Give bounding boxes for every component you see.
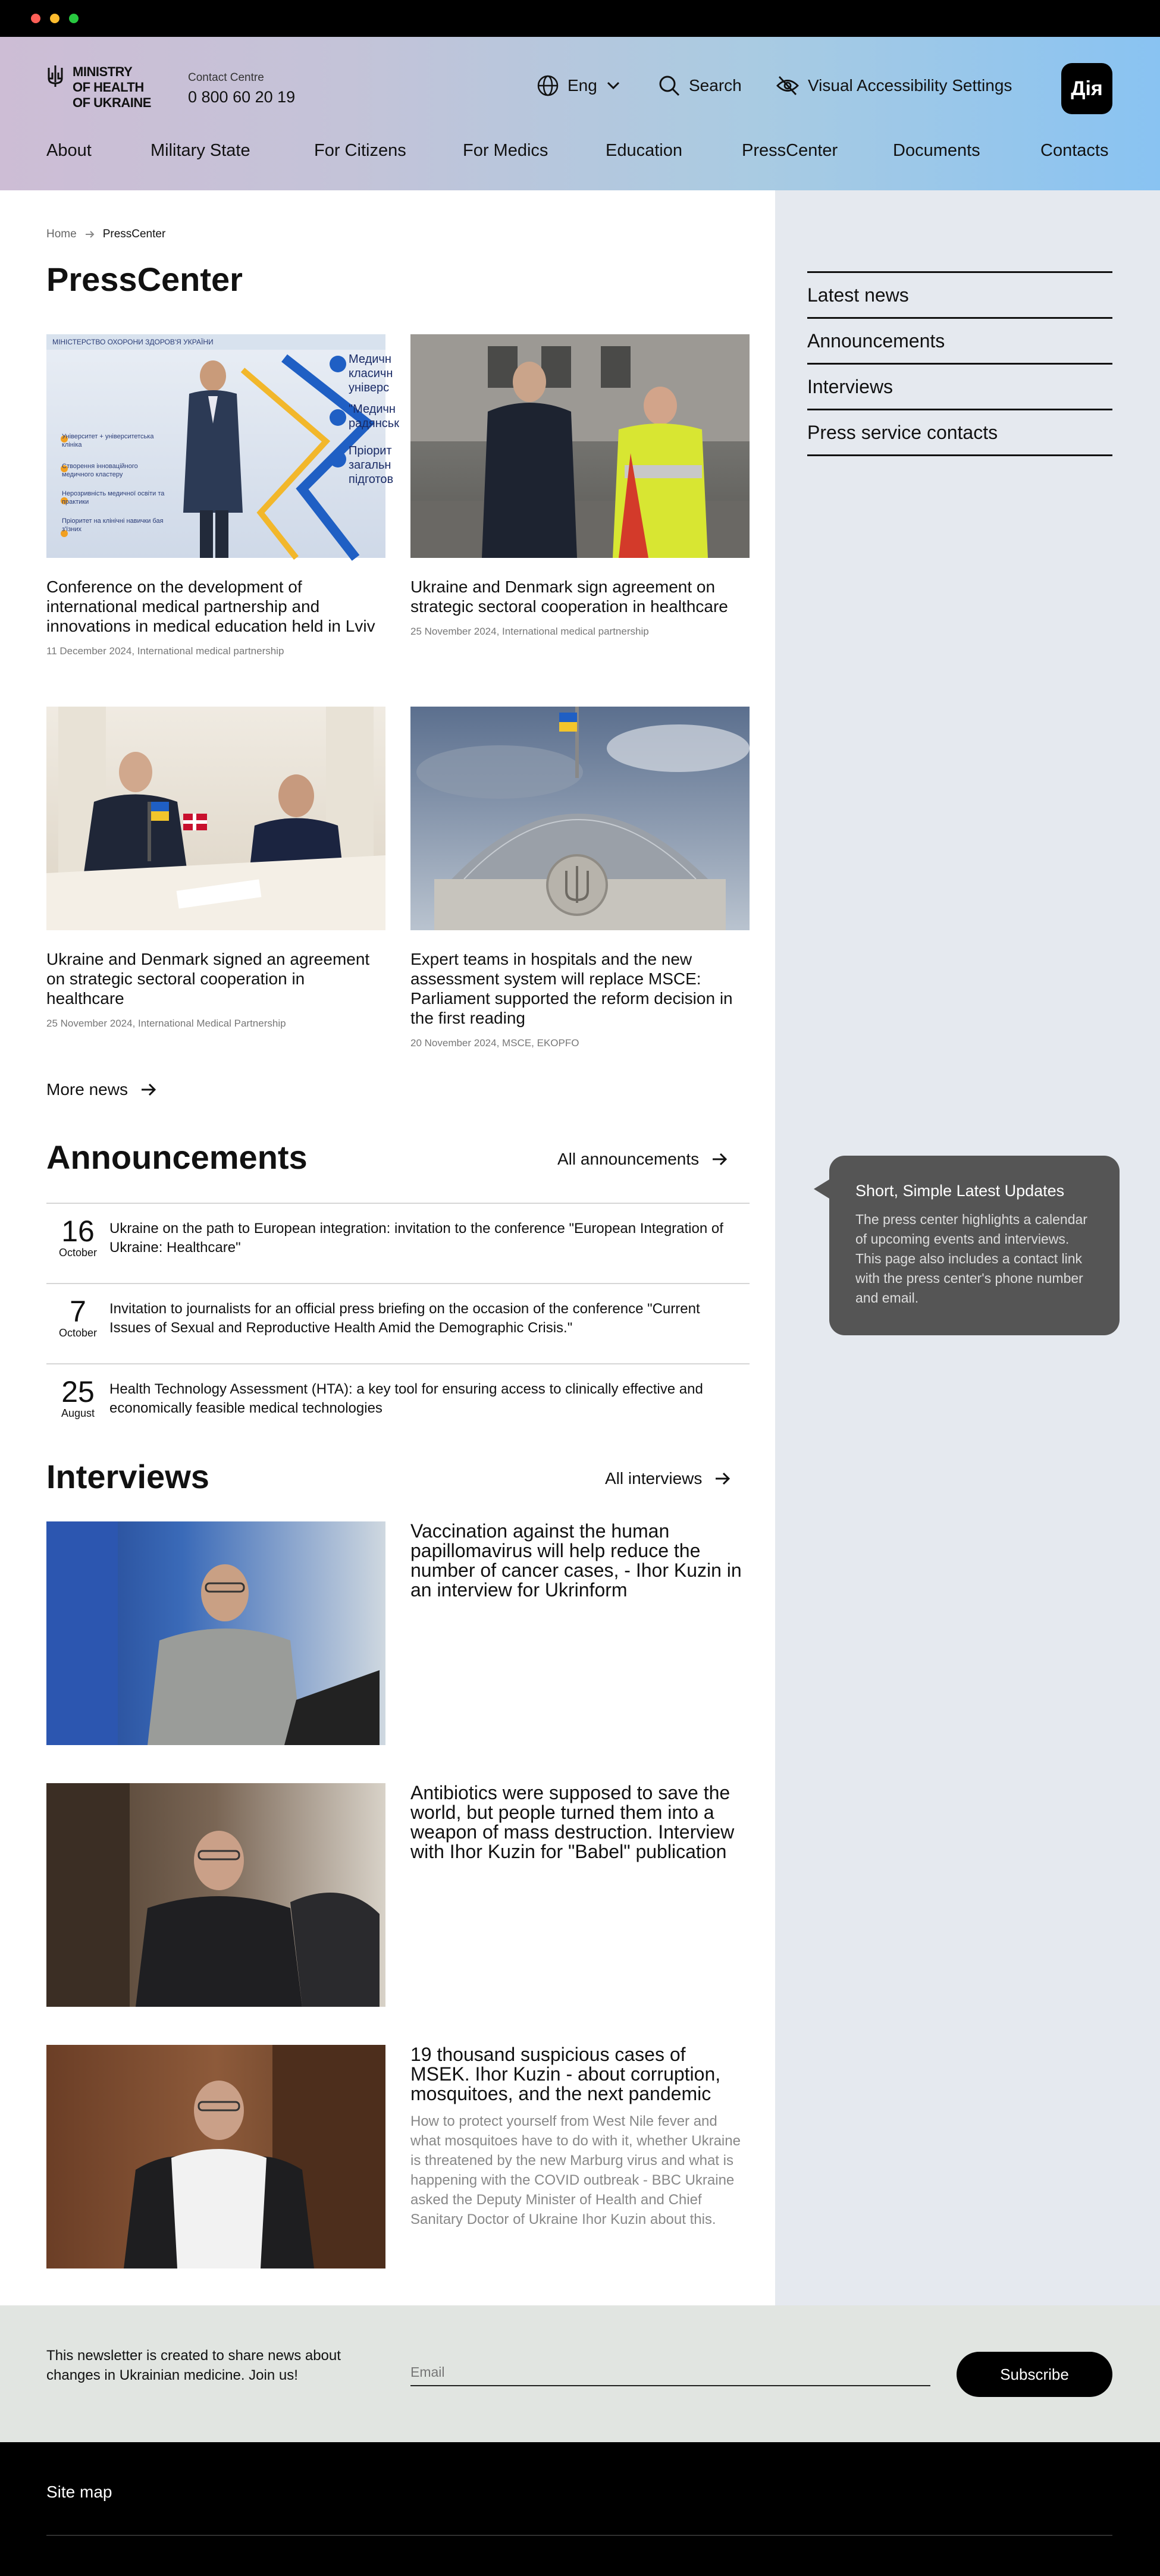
accessibility-settings-button[interactable] — [776, 74, 1012, 98]
announcement-item[interactable] — [46, 1363, 750, 1444]
subscribe-button[interactable]: Subscribe — [957, 2352, 1112, 2397]
announcement-text[interactable]: Ukraine on the path to European integration: invitation to the conference "European Integration of Ukraine: Healthcare" — [109, 1220, 723, 1256]
window-titlebar — [0, 0, 1160, 37]
site-footer — [0, 2442, 1160, 2576]
interview-title[interactable]: Vaccination against the human papillomavirus will help reduce the number of cancer cases, - Ihor Kuzin in an interview for Ukrinform — [410, 1520, 742, 1601]
news-image-conference — [46, 334, 399, 558]
side-nav-announcements[interactable]: Announcements — [807, 319, 1112, 365]
side-nav-latest-news[interactable]: Latest news — [807, 273, 1112, 319]
announcement-day: 16 — [61, 1215, 95, 1248]
interview-image — [46, 1783, 385, 2007]
tooltip-title: Short, Simple Latest Updates — [855, 1182, 1065, 1200]
interview-description: How to protect yourself from West Nile fever and what mosquitoes have to do with it, whether Ukraine is threatened by the new Marburg virus and what is happening with the COVID outbreak - BBC Ukraine asked the Deputy Minister of Health and Chief Sanitary Doctor of Ukraine Ihor Kuzin about this. — [410, 2113, 741, 2227]
interviews-title: Interviews — [46, 1458, 209, 1495]
news-image-parliament-dome — [410, 707, 750, 930]
photo-scene — [46, 1783, 385, 2007]
ministry-logo[interactable] — [46, 64, 151, 111]
accessibility-label: Visual Accessibility Settings — [808, 76, 1012, 95]
banner-bullet: Пріоритет на клінічні навички бая з'їзних — [62, 517, 164, 533]
banner-side-text: "Медичн радянськ — [349, 403, 399, 430]
all-announcements-link[interactable] — [557, 1150, 728, 1169]
all-interviews-label: All interviews — [605, 1469, 703, 1488]
contact-label: Contact Centre — [188, 71, 264, 84]
nav-documents[interactable]: Documents — [893, 141, 980, 160]
interview-item[interactable] — [46, 2045, 750, 2268]
side-nav-interviews[interactable]: Interviews — [807, 365, 1112, 410]
close-window-button[interactable] — [31, 14, 40, 23]
search-icon — [658, 74, 681, 97]
announcement-item[interactable] — [46, 1283, 750, 1363]
search-button[interactable] — [658, 74, 742, 98]
nav-education[interactable]: Education — [606, 141, 682, 160]
info-tooltip — [829, 1156, 1120, 1335]
banner-bullet: Нерозривність медичної освіти та практики — [62, 490, 165, 506]
nav-for-citizens[interactable]: For Citizens — [314, 141, 406, 160]
page-title: PressCenter — [46, 261, 243, 298]
interview-title[interactable]: 19 thousand suspicious cases of MSEK. Ihor Kuzin - about corruption, mosquitoes, and the next pandemic — [410, 2044, 721, 2104]
news-card[interactable] — [46, 334, 399, 657]
more-news-label: More news — [46, 1080, 128, 1099]
press-side-nav — [807, 271, 1112, 456]
news-title[interactable]: Ukraine and Denmark signed an agreement on strategic sectoral cooperation in healthcare — [46, 950, 370, 1008]
news-meta: 20 November 2024, MSCE, EKOPFO — [410, 1037, 579, 1049]
contact-centre — [188, 71, 295, 106]
interview-item[interactable] — [46, 1521, 750, 1745]
photo-scene — [46, 707, 385, 930]
maximize-window-button[interactable] — [69, 14, 79, 23]
announcement-date — [46, 1364, 109, 1420]
globe-icon — [537, 74, 559, 97]
sitemap-link[interactable]: Site map — [46, 2483, 112, 2501]
newsletter-section — [0, 2305, 1160, 2442]
interview-image — [46, 2045, 385, 2268]
breadcrumb-current: PressCenter — [102, 228, 166, 240]
tooltip-body: The press center highlights a calendar of upcoming events and interviews. This page also includes a contact link with the press center's phone number and email. — [855, 1212, 1087, 1306]
announcement-day: 25 — [61, 1375, 95, 1408]
email-input[interactable] — [410, 2359, 930, 2386]
news-meta: 25 November 2024, International Medical Partnership — [46, 1018, 286, 1029]
news-title[interactable]: Expert teams in hospitals and the new assessment system will replace MSCE: Parliament supported the reform decision in the first reading — [410, 950, 733, 1027]
logo-text — [73, 64, 151, 111]
nav-presscenter[interactable]: PressCenter — [742, 141, 838, 160]
logo-line: OF HEALTH — [73, 80, 144, 95]
search-label: Search — [689, 76, 742, 95]
news-card[interactable] — [410, 334, 750, 638]
news-meta: 25 November 2024, International medical partnership — [410, 626, 649, 637]
newsletter-text: This newsletter is created to share news about changes in Ukrainian medicine. Join us! — [46, 2348, 341, 2383]
side-nav-press-contacts[interactable]: Press service contacts — [807, 410, 1112, 456]
news-card[interactable] — [46, 707, 385, 1030]
chevron-down-icon — [607, 81, 620, 90]
interview-title[interactable]: Antibiotics were supposed to save the world, but people turned them into a weapon of mass destruction. Interview with Ihor Kuzin for "Babel" publication — [410, 1782, 735, 1862]
site-header — [0, 37, 1160, 190]
nav-contacts[interactable]: Contacts — [1040, 141, 1109, 160]
all-interviews-link[interactable] — [605, 1469, 731, 1488]
announcements-title: Announcements — [46, 1138, 308, 1176]
news-title[interactable]: Conference on the development of international medical partnership and innovations in medical education held in Lviv — [46, 578, 375, 635]
announcement-text[interactable]: Invitation to journalists for an official press briefing on the occasion of the conference "Current Issues of Sexual and Reproductive Health Amid the Demographic Crisis." — [109, 1301, 700, 1336]
announcement-item[interactable] — [46, 1203, 750, 1283]
interview-image — [46, 1521, 385, 1745]
nav-military-state[interactable]: Military State — [151, 141, 250, 160]
nav-about[interactable]: About — [46, 141, 92, 160]
logo-line: MINISTRY — [73, 64, 133, 79]
photo-scene — [410, 334, 750, 558]
photo-scene — [46, 1521, 385, 1745]
arrow-right-icon — [85, 231, 95, 238]
news-image-street-meeting — [410, 334, 750, 558]
banner-bullet: Створення інноваційного медичного кластеру — [62, 463, 138, 478]
more-news-link[interactable] — [46, 1080, 156, 1099]
trident-icon — [46, 64, 64, 88]
arrow-right-icon — [712, 1153, 728, 1166]
announcement-month: October — [58, 1247, 98, 1259]
banner-side-text: Пріорит загальн підготов — [349, 444, 394, 486]
language-label: Eng — [568, 76, 597, 95]
banner-bullet: Університет + університетська клініка — [62, 433, 154, 448]
news-title[interactable]: Ukraine and Denmark sign agreement on strategic sectoral cooperation in healthcare — [410, 578, 728, 616]
photo-scene — [46, 2045, 385, 2268]
nav-for-medics[interactable]: For Medics — [463, 141, 548, 160]
contact-phone[interactable]: 0 800 60 20 19 — [188, 88, 296, 106]
breadcrumb — [46, 228, 165, 241]
minimize-window-button[interactable] — [50, 14, 59, 23]
breadcrumb-home[interactable]: Home — [46, 228, 77, 240]
news-image-signing — [46, 707, 385, 930]
announcement-month: October — [58, 1327, 98, 1339]
footer-divider — [46, 2535, 1112, 2536]
announcement-day: 7 — [70, 1295, 86, 1328]
language-selector[interactable] — [537, 74, 620, 98]
photo-scene — [410, 707, 750, 930]
logo-line: OF UKRAINE — [73, 95, 151, 110]
announcement-month: August — [61, 1407, 95, 1419]
announcement-date — [46, 1284, 109, 1339]
interview-item[interactable] — [46, 1783, 750, 2007]
arrow-right-icon — [141, 1083, 156, 1096]
eye-off-icon — [776, 74, 800, 97]
announcement-text[interactable]: Health Technology Assessment (HTA): a key tool for ensuring access to clinically effective and economically feasible medical technologies — [109, 1381, 703, 1416]
news-card[interactable] — [410, 707, 750, 1049]
banner-side-text: Медичн класичн універс — [349, 353, 393, 394]
news-meta: 11 December 2024, International medical partnership — [46, 645, 284, 657]
banner-heading: МІНІСТЕРСТВО ОХОРОНИ ЗДОРОВ'Я УКРАЇНИ — [52, 338, 214, 346]
announcement-date — [46, 1204, 109, 1259]
arrow-right-icon — [715, 1472, 731, 1485]
all-announcements-label: All announcements — [557, 1150, 700, 1168]
diia-button[interactable]: Дія — [1061, 63, 1112, 114]
